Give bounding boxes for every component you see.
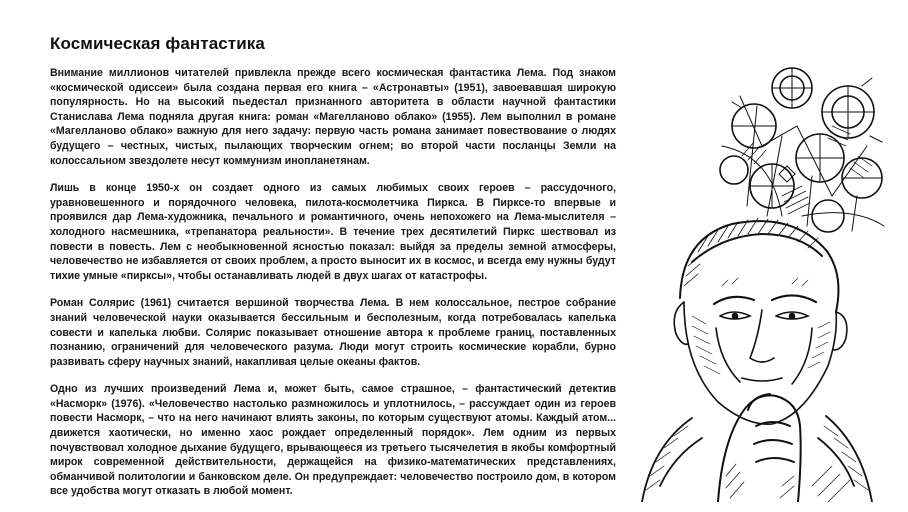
ink-portrait-illustration [622,66,894,502]
slide-title: Космическая фантастика [50,34,265,53]
body-text [50,66,616,512]
paragraph-astronauts: Внимание миллионов читателей привлекла прежде всего космическая фантастика Лема. Под знаком «космической одиссеи» была создана первая его книга – «Астронавты» (1951), завоевавшая широкую популярность. Но на высокий пьедестал признанного авторитета в области научной фантастики Станислава Лема подняла другая книга: роман «Магелланово облако» (1955). Лем выполнил в романе «Магелланово облако» важную для него задачу: первую часть романа занимает повествование о людях будущего – честных, чистых, пылающих творческим огнем; во второй части посланцы Земли на колоссальном звездолете несут коммунизм инопланетянам. [50,67,616,167]
paragraph-pirx: Лишь в конце 1950-х он создает одного из самых любимых своих героев – рассудочного, уравновешенного и порядочного человека, пилота-космолетчика Пиркса. В Пирксе-то впервые и проявился дар Лема-художника, печального и романтичного, очень непохожего на Лема-мыслителя – холодного насмешника, «трепанатора реальности». В течение трех десятилетий Пиркс шествовал из повести в повесть. Лем с необыкновенной ясностью показал: выйдя за пределы земной атмосферы, человечество не избавляется от своих проблем, а просто выносит их в космос, и всегда ему нужны будут тихие умные «пирксы», чтобы останавливать людей в двух шагах от катастрофы. [50,182,616,282]
paragraph-solaris: Роман Солярис (1961) считается вершиной творчества Лема. В нем колоссальное, пестрое собрание знаний человеческой науки оказывается бессильным и бесполезным, когда потребовалась капелька совести и капелька любви. Солярис показывает отношение автора к проблеме границ, поставленных познанию, ограничений для человеческого разума. Люди могут строить космические корабли, бурно развивать сферу научных знаний, накапливая целые океаны фактов. [50,297,616,368]
paragraph-katar: Одно из лучших произведений Лема и, может быть, самое страшное, – фантастический детектив «Насморк» (1976). «Человечество настолько размножилось и уплотнилось, – рассуждает один из героев повести Насморк, – что на него начинают влиять законы, по которым существуют атомы. Каждый атом... движется хаотически, но именно хаос рождает определенный порядок». Лем одним из первых почувствовал холодное дыхание будущего, врывающееся из третьего тысячелетия в якобы комфортный мирок современной действительности, держащейся на физико-математических представлениях, обманчивой политологии и банковском деле. Он предупреждает: человечество построило дом, в котором все удобства могут отказать в любой момент. [50,383,616,498]
